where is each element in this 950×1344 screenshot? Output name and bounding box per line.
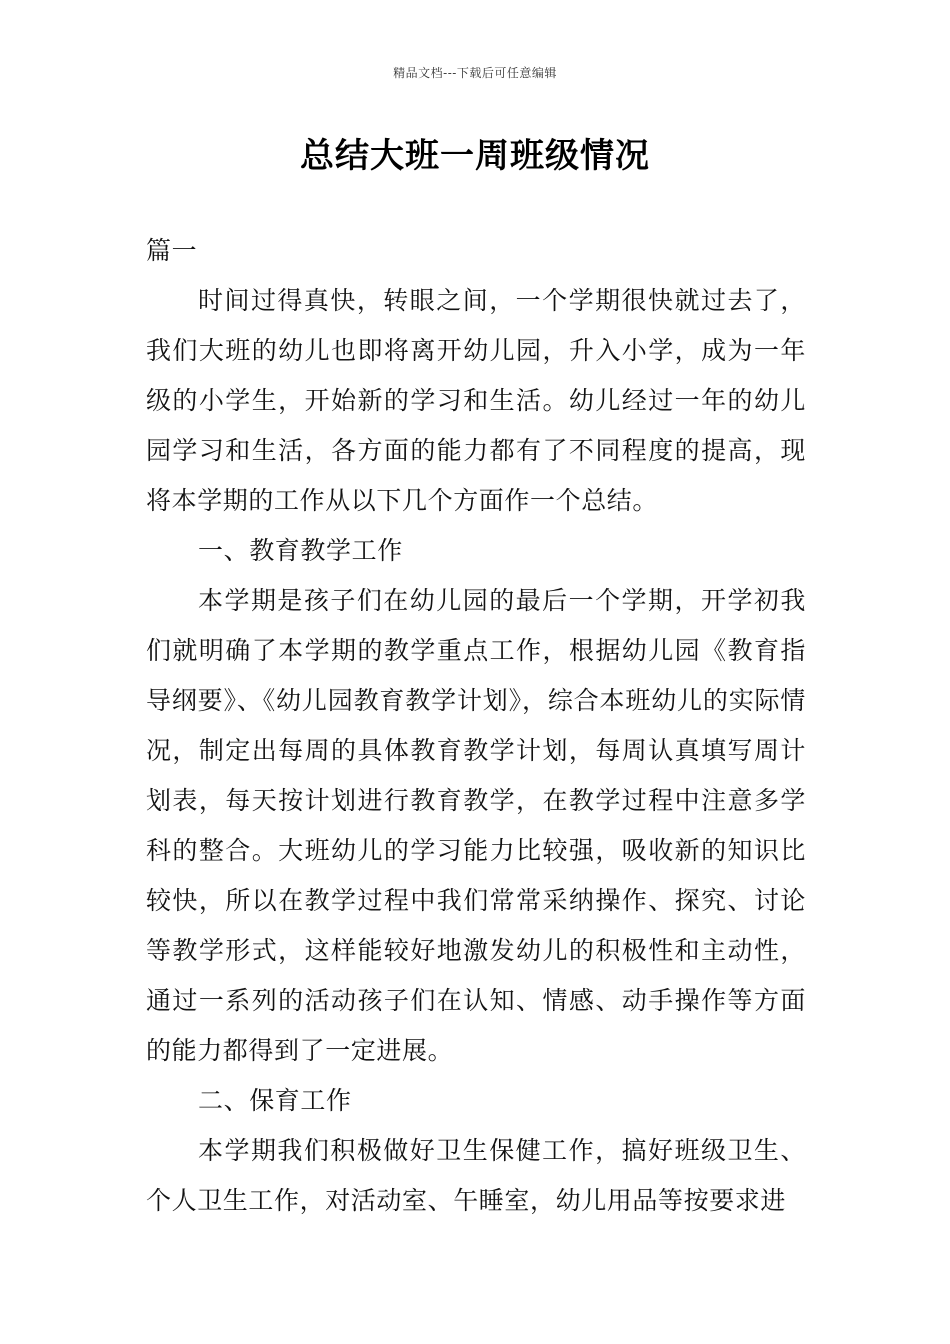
paragraph-intro: 时间过得真快，转眼之间，一个学期很快就过去了，我们大班的幼儿也即将离开幼儿园，升入小学，成为一年级的小学生，开始新的学习和生活。幼儿经过一年的幼儿园学习和生活，各方面的能力都有了不同程度的提高，现将本学期的工作从以下几个方面作一个总结。 xyxy=(146,286,806,515)
section-heading-teaching: 一、教育教学工作 xyxy=(198,536,403,565)
document-title: 总结大班一周班级情况 xyxy=(300,136,650,176)
section-label: 篇一 xyxy=(146,236,198,265)
header-note: 精品文档---下载后可任意编辑 xyxy=(393,66,557,80)
document-body xyxy=(146,226,806,1226)
paragraph-teaching: 本学期是孩子们在幼儿园的最后一个学期，开学初我们就明确了本学期的教学重点工作，根据幼儿园《教育指导纲要》、《幼儿园教育教学计划》，综合本班幼儿的实际情况，制定出每周的具体教育教学计划，每周认真填写周计划表，每天按计划进行教育教学，在教学过程中注意多学科的整合。大班幼儿的学习能力比较强，吸收新的知识比较快，所以在教学过程中我们常常采纳操作、探究、讨论等教学形式，这样能较好地激发幼儿的积极性和主动性，通过一系列的活动孩子们在认知、情感、动手操作等方面的能力都得到了一定进展。 xyxy=(146,586,806,1065)
section-heading-care: 二、保育工作 xyxy=(198,1086,352,1115)
paragraph-care: 本学期我们积极做好卫生保健工作，搞好班级卫生、个人卫生工作，对活动室、午睡室，幼儿用品等按要求进 xyxy=(146,1136,806,1215)
